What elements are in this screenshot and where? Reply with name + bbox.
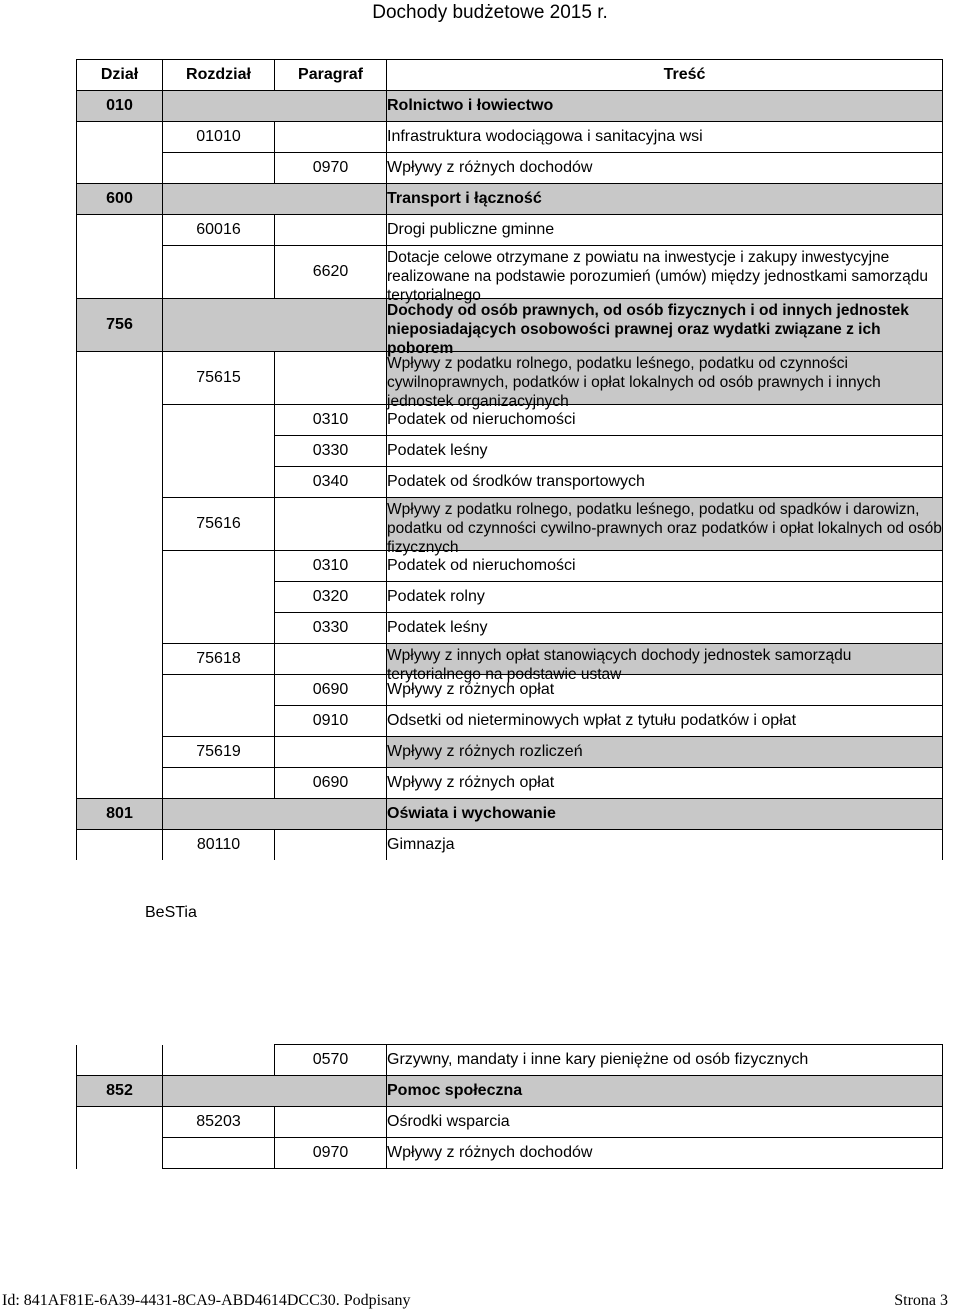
cell-dzial xyxy=(77,246,163,299)
cell-dzial xyxy=(77,215,163,246)
cell-tresc: Wpływy z różnych dochodów xyxy=(387,1138,943,1169)
cell-paragraf: 0340 xyxy=(275,467,387,498)
cell-rozdzial xyxy=(163,675,275,706)
cell-dzial xyxy=(77,467,163,498)
table-row xyxy=(77,1107,943,1138)
table-row xyxy=(77,706,943,737)
cell-dzial xyxy=(77,706,163,737)
cell-rozdzial: 85203 xyxy=(163,1107,275,1138)
cell-paragraf xyxy=(275,1107,387,1138)
cell-dzial xyxy=(77,830,163,861)
header-paragraf: Paragraf xyxy=(275,60,387,91)
cell-dzial xyxy=(77,405,163,436)
cell-paragraf: 0330 xyxy=(275,436,387,467)
cell-tresc: Rolnictwo i łowiectwo xyxy=(387,91,943,122)
cell-tresc: Grzywny, mandaty i inne kary pieniężne od osób fizycznych xyxy=(387,1045,943,1076)
header-dzial: Dział xyxy=(77,60,163,91)
table-row xyxy=(77,582,943,613)
cell-paragraf xyxy=(275,1076,387,1107)
cell-paragraf xyxy=(275,184,387,215)
table-row xyxy=(77,153,943,184)
cell-paragraf: 6620 xyxy=(275,246,387,299)
cell-tresc: Oświata i wychowanie xyxy=(387,799,943,830)
page-title: Dochody budżetowe 2015 r. xyxy=(372,2,608,23)
table-row xyxy=(77,768,943,799)
cell-rozdzial: 60016 xyxy=(163,215,275,246)
budget-table-continued xyxy=(76,1044,943,1169)
cell-rozdzial: 01010 xyxy=(163,122,275,153)
table-row xyxy=(77,613,943,644)
cell-rozdzial xyxy=(163,91,275,122)
cell-paragraf xyxy=(275,644,387,675)
table-row xyxy=(77,830,943,861)
table-row xyxy=(77,737,943,768)
cell-dzial xyxy=(77,498,163,551)
cell-tresc: Podatek od nieruchomości xyxy=(387,551,943,582)
table-row xyxy=(77,498,943,551)
cell-paragraf: 0310 xyxy=(275,551,387,582)
cell-paragraf xyxy=(275,91,387,122)
table-row xyxy=(77,551,943,582)
cell-dzial: 600 xyxy=(77,184,163,215)
table-row xyxy=(77,467,943,498)
cell-rozdzial: 80110 xyxy=(163,830,275,861)
budget-table xyxy=(76,59,943,860)
cell-rozdzial xyxy=(163,706,275,737)
cell-rozdzial xyxy=(163,551,275,582)
cell-rozdzial xyxy=(163,246,275,299)
cell-rozdzial xyxy=(163,436,275,467)
table-row xyxy=(77,299,943,352)
table-row xyxy=(77,246,943,299)
cell-dzial xyxy=(77,1045,163,1076)
cell-dzial xyxy=(77,551,163,582)
cell-dzial: 010 xyxy=(77,91,163,122)
cell-dzial xyxy=(77,675,163,706)
cell-tresc: Gimnazja xyxy=(387,830,943,861)
cell-paragraf: 0690 xyxy=(275,675,387,706)
cell-rozdzial xyxy=(163,613,275,644)
cell-tresc: Infrastruktura wodociągowa i sanitacyjna wsi xyxy=(387,122,943,153)
cell-tresc: Wpływy z różnych opłat xyxy=(387,675,943,706)
cell-paragraf xyxy=(275,122,387,153)
cell-paragraf xyxy=(275,830,387,861)
table-header xyxy=(77,60,943,91)
cell-rozdzial xyxy=(163,1045,275,1076)
cell-dzial: 852 xyxy=(77,1076,163,1107)
cell-tresc: Transport i łączność xyxy=(387,184,943,215)
cell-dzial xyxy=(77,1138,163,1169)
cell-paragraf: 0330 xyxy=(275,613,387,644)
cell-paragraf: 0910 xyxy=(275,706,387,737)
table-row xyxy=(77,644,943,675)
table-row xyxy=(77,1076,943,1107)
cell-dzial xyxy=(77,436,163,467)
header-rozdzial: Rozdział xyxy=(163,60,275,91)
cell-rozdzial xyxy=(163,184,275,215)
table-row xyxy=(77,352,943,405)
cell-paragraf xyxy=(275,215,387,246)
cell-dzial xyxy=(77,613,163,644)
cell-tresc xyxy=(387,352,943,410)
cell-rozdzial xyxy=(163,467,275,498)
cell-tresc-text: Wpływy z podatku rolnego, podatku leśnego, podatku od czynności cywilnoprawnych, podatków i opłat lokalnych od osób prawnych i innych jednostek organizacyjnych xyxy=(387,355,881,410)
cell-rozdzial xyxy=(163,405,275,436)
cell-tresc xyxy=(387,299,943,357)
cell-dzial xyxy=(77,153,163,184)
cell-rozdzial xyxy=(163,768,275,799)
table-row xyxy=(77,215,943,246)
cell-paragraf: 0970 xyxy=(275,1138,387,1169)
page-number: Strona 3 xyxy=(894,1292,948,1309)
cell-tresc: Wpływy z różnych rozliczeń xyxy=(387,737,943,768)
cell-dzial xyxy=(77,122,163,153)
cell-rozdzial: 75615 xyxy=(163,352,275,405)
cell-rozdzial xyxy=(163,299,275,352)
cell-tresc: Podatek leśny xyxy=(387,436,943,467)
table-row xyxy=(77,799,943,830)
cell-tresc-text: Dochody od osób prawnych, od osób fizycznych i od innych jednostek nieposiadających osobowości prawnej oraz wydatki związane z ich poborem xyxy=(387,302,909,357)
cell-tresc: Podatek leśny xyxy=(387,613,943,644)
cell-tresc: Podatek rolny xyxy=(387,582,943,613)
cell-paragraf xyxy=(275,498,387,551)
cell-rozdzial xyxy=(163,799,275,830)
cell-dzial xyxy=(77,352,163,405)
cell-tresc: Drogi publiczne gminne xyxy=(387,215,943,246)
cell-rozdzial: 75616 xyxy=(163,498,275,551)
header-tresc: Treść xyxy=(387,60,943,91)
table-row xyxy=(77,91,943,122)
cell-tresc: Pomoc społeczna xyxy=(387,1076,943,1107)
cell-dzial xyxy=(77,582,163,613)
cell-tresc: Podatek od nieruchomości xyxy=(387,405,943,436)
cell-tresc: Ośrodki wsparcia xyxy=(387,1107,943,1138)
cell-dzial xyxy=(77,644,163,675)
cell-dzial: 801 xyxy=(77,799,163,830)
cell-paragraf: 0320 xyxy=(275,582,387,613)
cell-tresc xyxy=(387,246,943,304)
cell-tresc-text: Wpływy z innych opłat stanowiących dochody jednostek samorządu terytorialnego na podstawie ustaw xyxy=(387,647,852,683)
cell-paragraf: 0310 xyxy=(275,405,387,436)
cell-paragraf: 0690 xyxy=(275,768,387,799)
cell-dzial xyxy=(77,768,163,799)
table-row xyxy=(77,1045,943,1076)
cell-tresc: Wpływy z różnych dochodów xyxy=(387,153,943,184)
cell-rozdzial xyxy=(163,1076,275,1107)
cell-paragraf xyxy=(275,737,387,768)
table-row xyxy=(77,1138,943,1169)
cell-paragraf xyxy=(275,799,387,830)
cell-dzial xyxy=(77,737,163,768)
cell-tresc-text: Wpływy z podatku rolnego, podatku leśnego, podatku od spadków i darowizn, podatku od czynności cywilno-prawnych oraz podatków i opłat lokalnych od osób fizycznych xyxy=(387,501,942,556)
cell-dzial xyxy=(77,1107,163,1138)
document-id: Id: 841AF81E-6A39-4431-8CA9-ABD4614DCC30. Podpisany xyxy=(2,1292,411,1309)
table-row xyxy=(77,436,943,467)
cell-tresc: Odsetki od nieterminowych wpłat z tytułu podatków i opłat xyxy=(387,706,943,737)
cell-paragraf xyxy=(275,352,387,405)
cell-tresc xyxy=(387,498,943,556)
cell-tresc: Podatek od środków transportowych xyxy=(387,467,943,498)
cell-rozdzial xyxy=(163,1138,275,1169)
cell-paragraf xyxy=(275,299,387,352)
cell-tresc xyxy=(387,644,943,683)
table-row xyxy=(77,184,943,215)
cell-tresc-text: Dotacje celowe otrzymane z powiatu na inwestycje i zakupy inwestycyjne realizowane na podstawie porozumień (umów) między jednostkami samorządu terytorialnego xyxy=(387,249,929,304)
cell-dzial: 756 xyxy=(77,299,163,352)
cell-rozdzial: 75618 xyxy=(163,644,275,675)
cell-paragraf: 0570 xyxy=(275,1045,387,1076)
cell-rozdzial: 75619 xyxy=(163,737,275,768)
cell-rozdzial xyxy=(163,153,275,184)
cell-rozdzial xyxy=(163,582,275,613)
cell-tresc: Wpływy z różnych opłat xyxy=(387,768,943,799)
bestia-label: BeSTia xyxy=(145,904,197,921)
table-row xyxy=(77,122,943,153)
cell-paragraf: 0970 xyxy=(275,153,387,184)
